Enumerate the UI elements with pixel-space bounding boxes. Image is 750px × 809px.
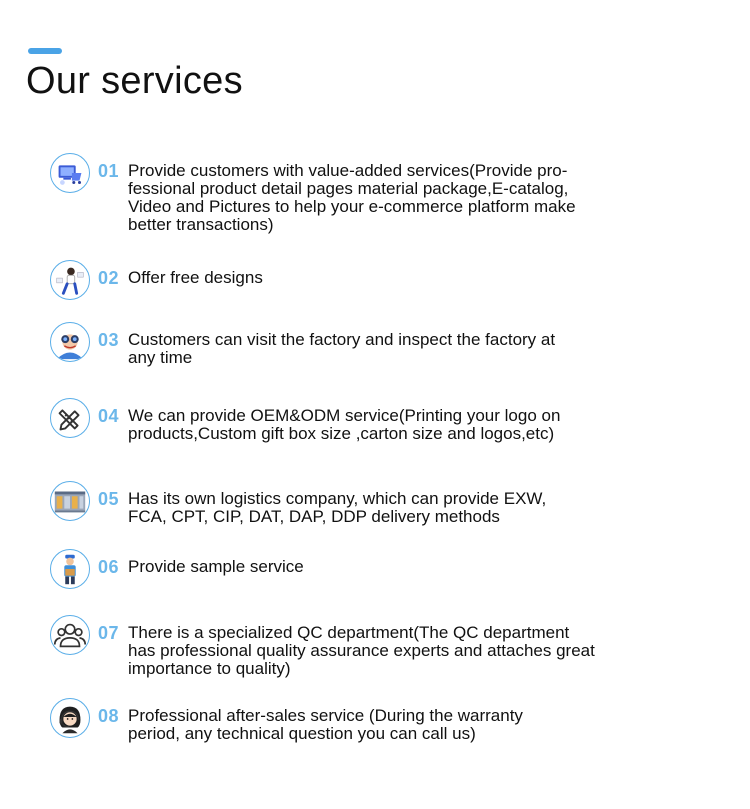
warehouse-icon [50,481,90,521]
service-text: Provide customers with value-added services(Provide pro- fessional product detail pages material package,E-catalog, Video and Pictures to help your e-commerce platform make better transactions) [128,161,576,234]
service-number: 06 [98,557,120,577]
service-text: There is a specialized QC department(The QC department has professional quality assurance experts and attaches great importance to quality) [128,623,595,678]
service-number: 03 [98,330,120,350]
page-title: Our services [26,60,243,102]
service-number: 02 [98,268,120,288]
designer-icon [50,260,90,300]
customer-support-icon [50,698,90,738]
service-number: 01 [98,161,120,181]
ecommerce-icon [50,153,90,193]
service-number: 08 [98,706,120,726]
binoculars-icon [50,322,90,362]
service-text: We can provide OEM&ODM service(Printing your logo on products,Custom gift box size ,carton size and logos,etc) [128,406,561,443]
title-accent-bar [28,48,62,54]
pencil-ruler-icon [50,398,90,438]
service-number: 05 [98,489,120,509]
service-text: Provide sample service [128,557,304,576]
service-text: Has its own logistics company, which can provide EXW, FCA, CPT, CIP, DAT, DAP, DDP delivery methods [128,489,547,526]
service-text: Professional after-sales service (During the warranty period, any technical question you can call us) [128,706,523,743]
service-number: 07 [98,623,120,643]
service-text: Offer free designs [128,268,263,287]
delivery-person-icon [50,549,90,589]
team-icon [50,615,90,655]
service-number: 04 [98,406,120,426]
service-text: Customers can visit the factory and inspect the factory at any time [128,330,556,367]
